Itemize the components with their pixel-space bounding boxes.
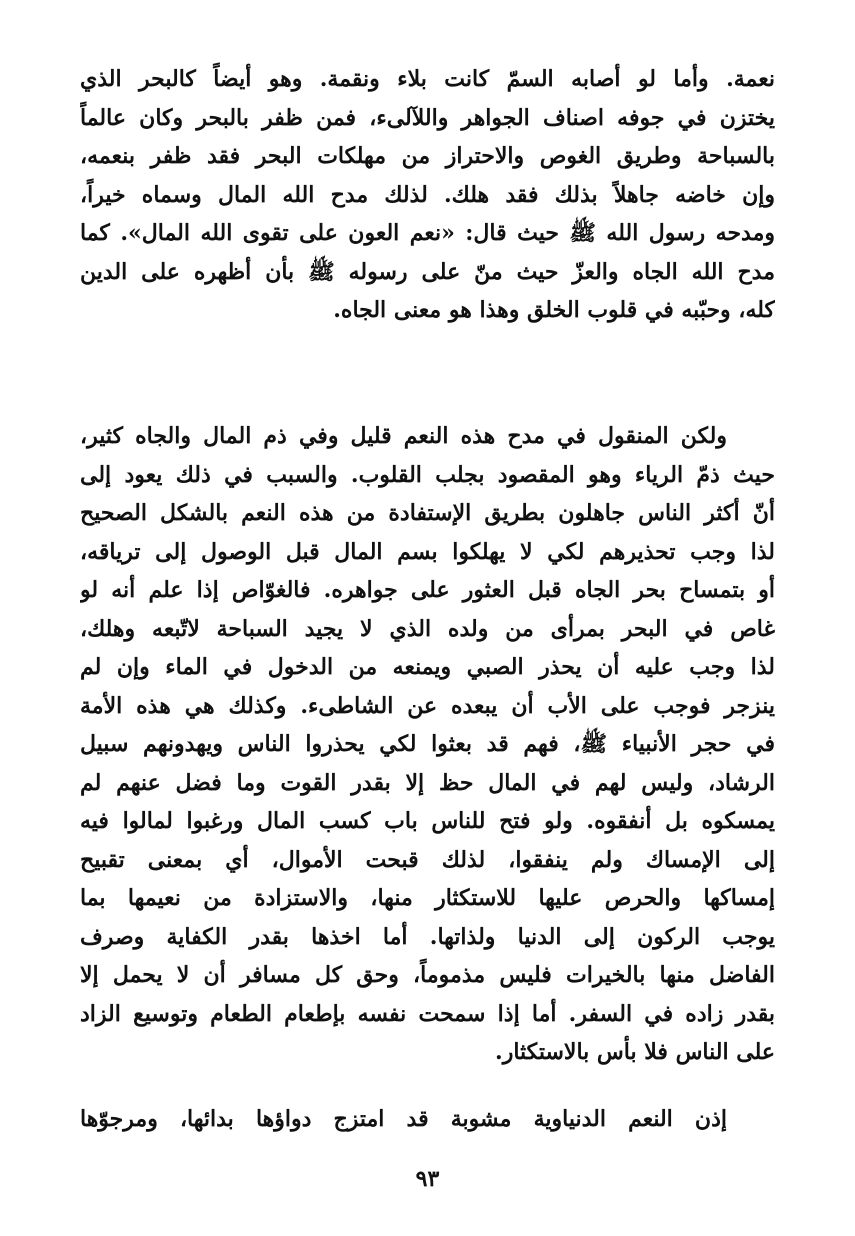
text-line: حيث ذمّ الرياء وهو المقصود بجلب القلوب. والسبب في ذلك يعود إلى bbox=[80, 461, 775, 488]
text-line: يوجب الركون إلى الدنيا ولذاتها. أما اخذها بقدر الكفاية وصرف bbox=[80, 923, 775, 950]
paragraph-2 bbox=[80, 417, 775, 1072]
text-line: أنّ أكثر الناس جاهلون بطريق الإستفادة من هذه النعم بالشكل الصحيح bbox=[80, 500, 775, 526]
paragraph-3 bbox=[80, 1100, 775, 1139]
page-number: ٩٣ bbox=[415, 1166, 440, 1192]
text-line: بالسباحة وطريق الغوص والاحتراز من مهلكات البحر فقد ظفر بنعمه، bbox=[80, 143, 775, 169]
text-line: إمساكها والحرص عليها للاستكثار منها، والاستزادة من نعيمها بما bbox=[80, 885, 775, 911]
text-line: نعمة. وأما لو أصابه السمّ كانت بلاء ونقمة. وهو أيضاً كالبحر الذي bbox=[80, 66, 775, 92]
text-line: مدح الله الجاه والعزّ حيث منّ على رسوله ﷺ بأن أظهره على الدين bbox=[80, 258, 775, 285]
text-line: ينزجر فوجب على الأب أن يبعده عن الشاطىء. وكذلك هي هذه الأمة bbox=[80, 692, 775, 719]
text-line: إلى الإمساك ولم ينفقوا، لذلك قبحت الأموال، أي بمعنى تقبيح bbox=[80, 846, 775, 873]
paragraph-1 bbox=[80, 60, 775, 330]
document-page bbox=[80, 50, 775, 1200]
text-line: غاص في البحر بمرأى من ولده الذي لا يجيد السباحة لاتّبعه وهلك، bbox=[80, 615, 775, 642]
text-line: الرشاد، وليس لهم في المال حظ إلا بقدر القوت وما فضل عنهم لم bbox=[80, 769, 775, 796]
text-line: كله، وحبّبه في قلوب الخلق وهذا هو معنى الجاه. bbox=[333, 297, 775, 323]
text-line: إذن النعم الدنياوية مشوبة قد امتزج دواؤها بدائها، ومرجوّها bbox=[80, 1106, 727, 1132]
text-line: ومدحه رسول الله ﷺ حيث قال: «نعم العون على تقوى الله المال». كما bbox=[80, 220, 775, 246]
text-line: لذا وجب تحذيرهم لكي لا يهلكوا بسم المال قبل الوصول إلى ترياقه، bbox=[80, 538, 775, 565]
text-line: في حجر الأنبياء ﷺ، فهم قد بعثوا لكي يحذروا الناس ويهدونهم سبيل bbox=[80, 731, 775, 757]
text-line: بقدر زاده في السفر. أما إذا سمحت نفسه بإطعام الطعام وتوسيع الزاد bbox=[80, 1000, 775, 1027]
text-line: ولكن المنقول في مدح هذه النعم قليل وفي ذم المال والجاه كثير، bbox=[80, 423, 727, 449]
text-line: على الناس فلا بأس بالاستكثار. bbox=[495, 1039, 775, 1065]
text-line: وإن خاضه جاهلاً بذلك فقد هلك. لذلك مدح الله المال وسماه خيراً، bbox=[80, 181, 775, 208]
text-line: يختزن في جوفه اصناف الجواهر واللآلىء، فمن ظفر بالبحر وكان عالماً bbox=[80, 104, 775, 131]
text-line: الفاضل منها بالخيرات فليس مذموماً، وحق كل مسافر أن لا يحمل إلا bbox=[80, 962, 775, 988]
text-line: يمسكوه بل أنفقوه. ولو فتح للناس باب كسب المال ورغبوا لمالوا فيه bbox=[80, 808, 775, 834]
text-line: أو بتمساح بحر الجاه قبل العثور على جواهره. فالغوّاص إذا علم أنه لو bbox=[80, 577, 775, 603]
text-line: لذا وجب عليه أن يحذر الصبي ويمنعه من الدخول في الماء وإن لم bbox=[80, 654, 775, 680]
